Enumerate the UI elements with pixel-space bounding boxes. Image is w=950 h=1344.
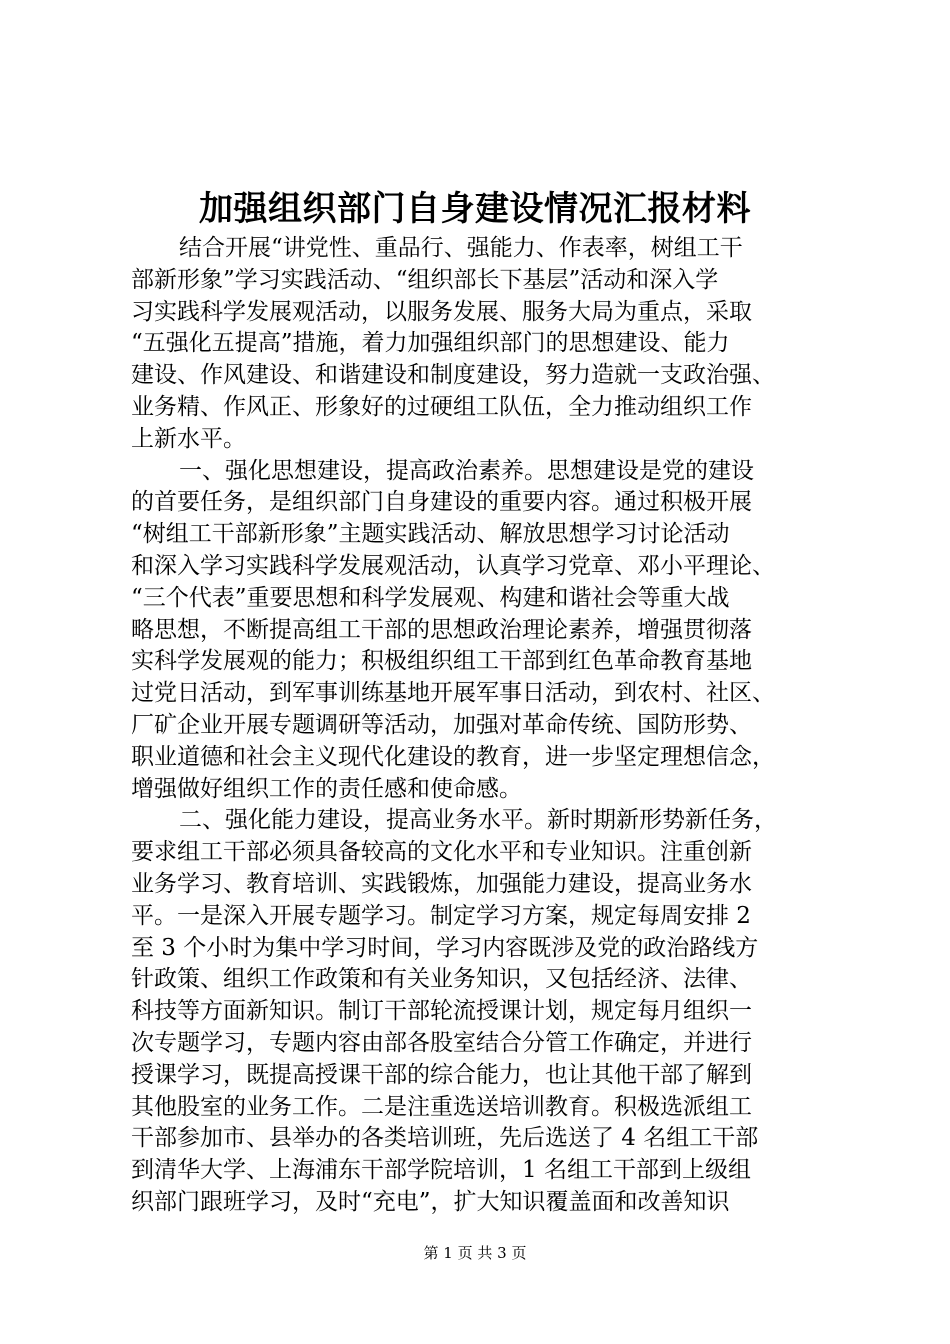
body-line: “树组工干部新形象”主题实践活动、解放思想学习讨论活动: [131, 521, 730, 548]
body-line: 到清华大学、上海浦东干部学院培训，1 名组工干部到上级组: [131, 1157, 751, 1184]
body-line: 授课学习，既提高授课干部的综合能力，也让其他干部了解到: [131, 1061, 752, 1088]
body-line: 科技等方面新知识。制订干部轮流授课计划，规定每月组织一: [131, 998, 752, 1025]
body-line: 针政策、组织工作政策和有关业务知识，又包括经济、法律、: [131, 966, 752, 993]
body-line: 一、强化思想建设，提高政治素养。思想建设是党的建设: [179, 457, 754, 484]
body-line: 结合开展“讲党性、重品行、强能力、作表率，树组工干: [179, 235, 743, 261]
body-line: 次专题学习，专题内容由部各股室结合分管工作确定，并进行: [131, 1029, 752, 1056]
body-line: 要求组工干部必须具备较高的文化水平和专业知识。注重创新: [131, 839, 752, 866]
body-line: 建设、作风建设、和谐建设和制度建设，努力造就一支政治强、: [131, 362, 775, 389]
body-line: 和深入学习实践科学发展观活动，认真学习党章、邓小平理论、: [131, 552, 775, 579]
body-line: 略思想，不断提高组工干部的思想政治理论素养，增强贯彻落: [131, 616, 752, 643]
body-line: 织部门跟班学习，及时“充电”，扩大知识覆盖面和改善知识: [131, 1188, 730, 1215]
page-footer: 第 1 页 共 3 页: [423, 1244, 527, 1262]
body-line: 平。一是深入开展专题学习。制定学习方案，规定每周安排 2: [131, 902, 751, 929]
body-line: 业务学习、教育培训、实践锻炼，加强能力建设，提高业务水: [131, 870, 752, 897]
body-line: 干部参加市、县举办的各类培训班，先后选送了 4 名组工干部: [131, 1125, 759, 1152]
document-body: [131, 233, 831, 1219]
body-line: “五强化五提高”措施，着力加强组织部门的思想建设、能力: [131, 330, 730, 357]
body-line: 二、强化能力建设，提高业务水平。新时期新形势新任务，: [179, 807, 777, 834]
body-line: 习实践科学发展观活动，以服务发展、服务大局为重点，采取: [131, 298, 752, 325]
body-line: 部新形象”学习实践活动、“组织部长下基层”活动和深入学: [131, 266, 719, 293]
body-line: 其他股室的业务工作。二是注重选送培训教育。积极选派组工: [131, 1093, 752, 1120]
body-line: 至 3 个小时为集中学习时间，学习内容既涉及党的政治路线方: [131, 934, 759, 961]
body-line: 上新水平。: [131, 425, 246, 452]
body-line: “三个代表”重要思想和科学发展观、构建和谐社会等重大战: [131, 584, 730, 611]
body-line: 实科学发展观的能力；积极组织组工干部到红色革命教育基地: [131, 648, 752, 675]
body-line: 厂矿企业开展专题调研等活动，加强对革命传统、国防形势、: [131, 711, 752, 738]
body-line: 过党日活动，到军事训练基地开展军事日活动，到农村、社区、: [131, 680, 775, 707]
body-line: 增强做好组织工作的责任感和使命感。: [131, 775, 522, 802]
body-line: 业务精、作风正、形象好的过硬组工队伍，全力推动组织工作: [131, 393, 752, 420]
document-title: 加强组织部门自身建设情况汇报材料: [199, 189, 751, 229]
body-line: 职业道德和社会主义现代化建设的教育，进一步坚定理想信念，: [131, 743, 775, 770]
body-line: 的首要任务，是组织部门自身建设的重要内容。通过积极开展: [131, 489, 752, 516]
